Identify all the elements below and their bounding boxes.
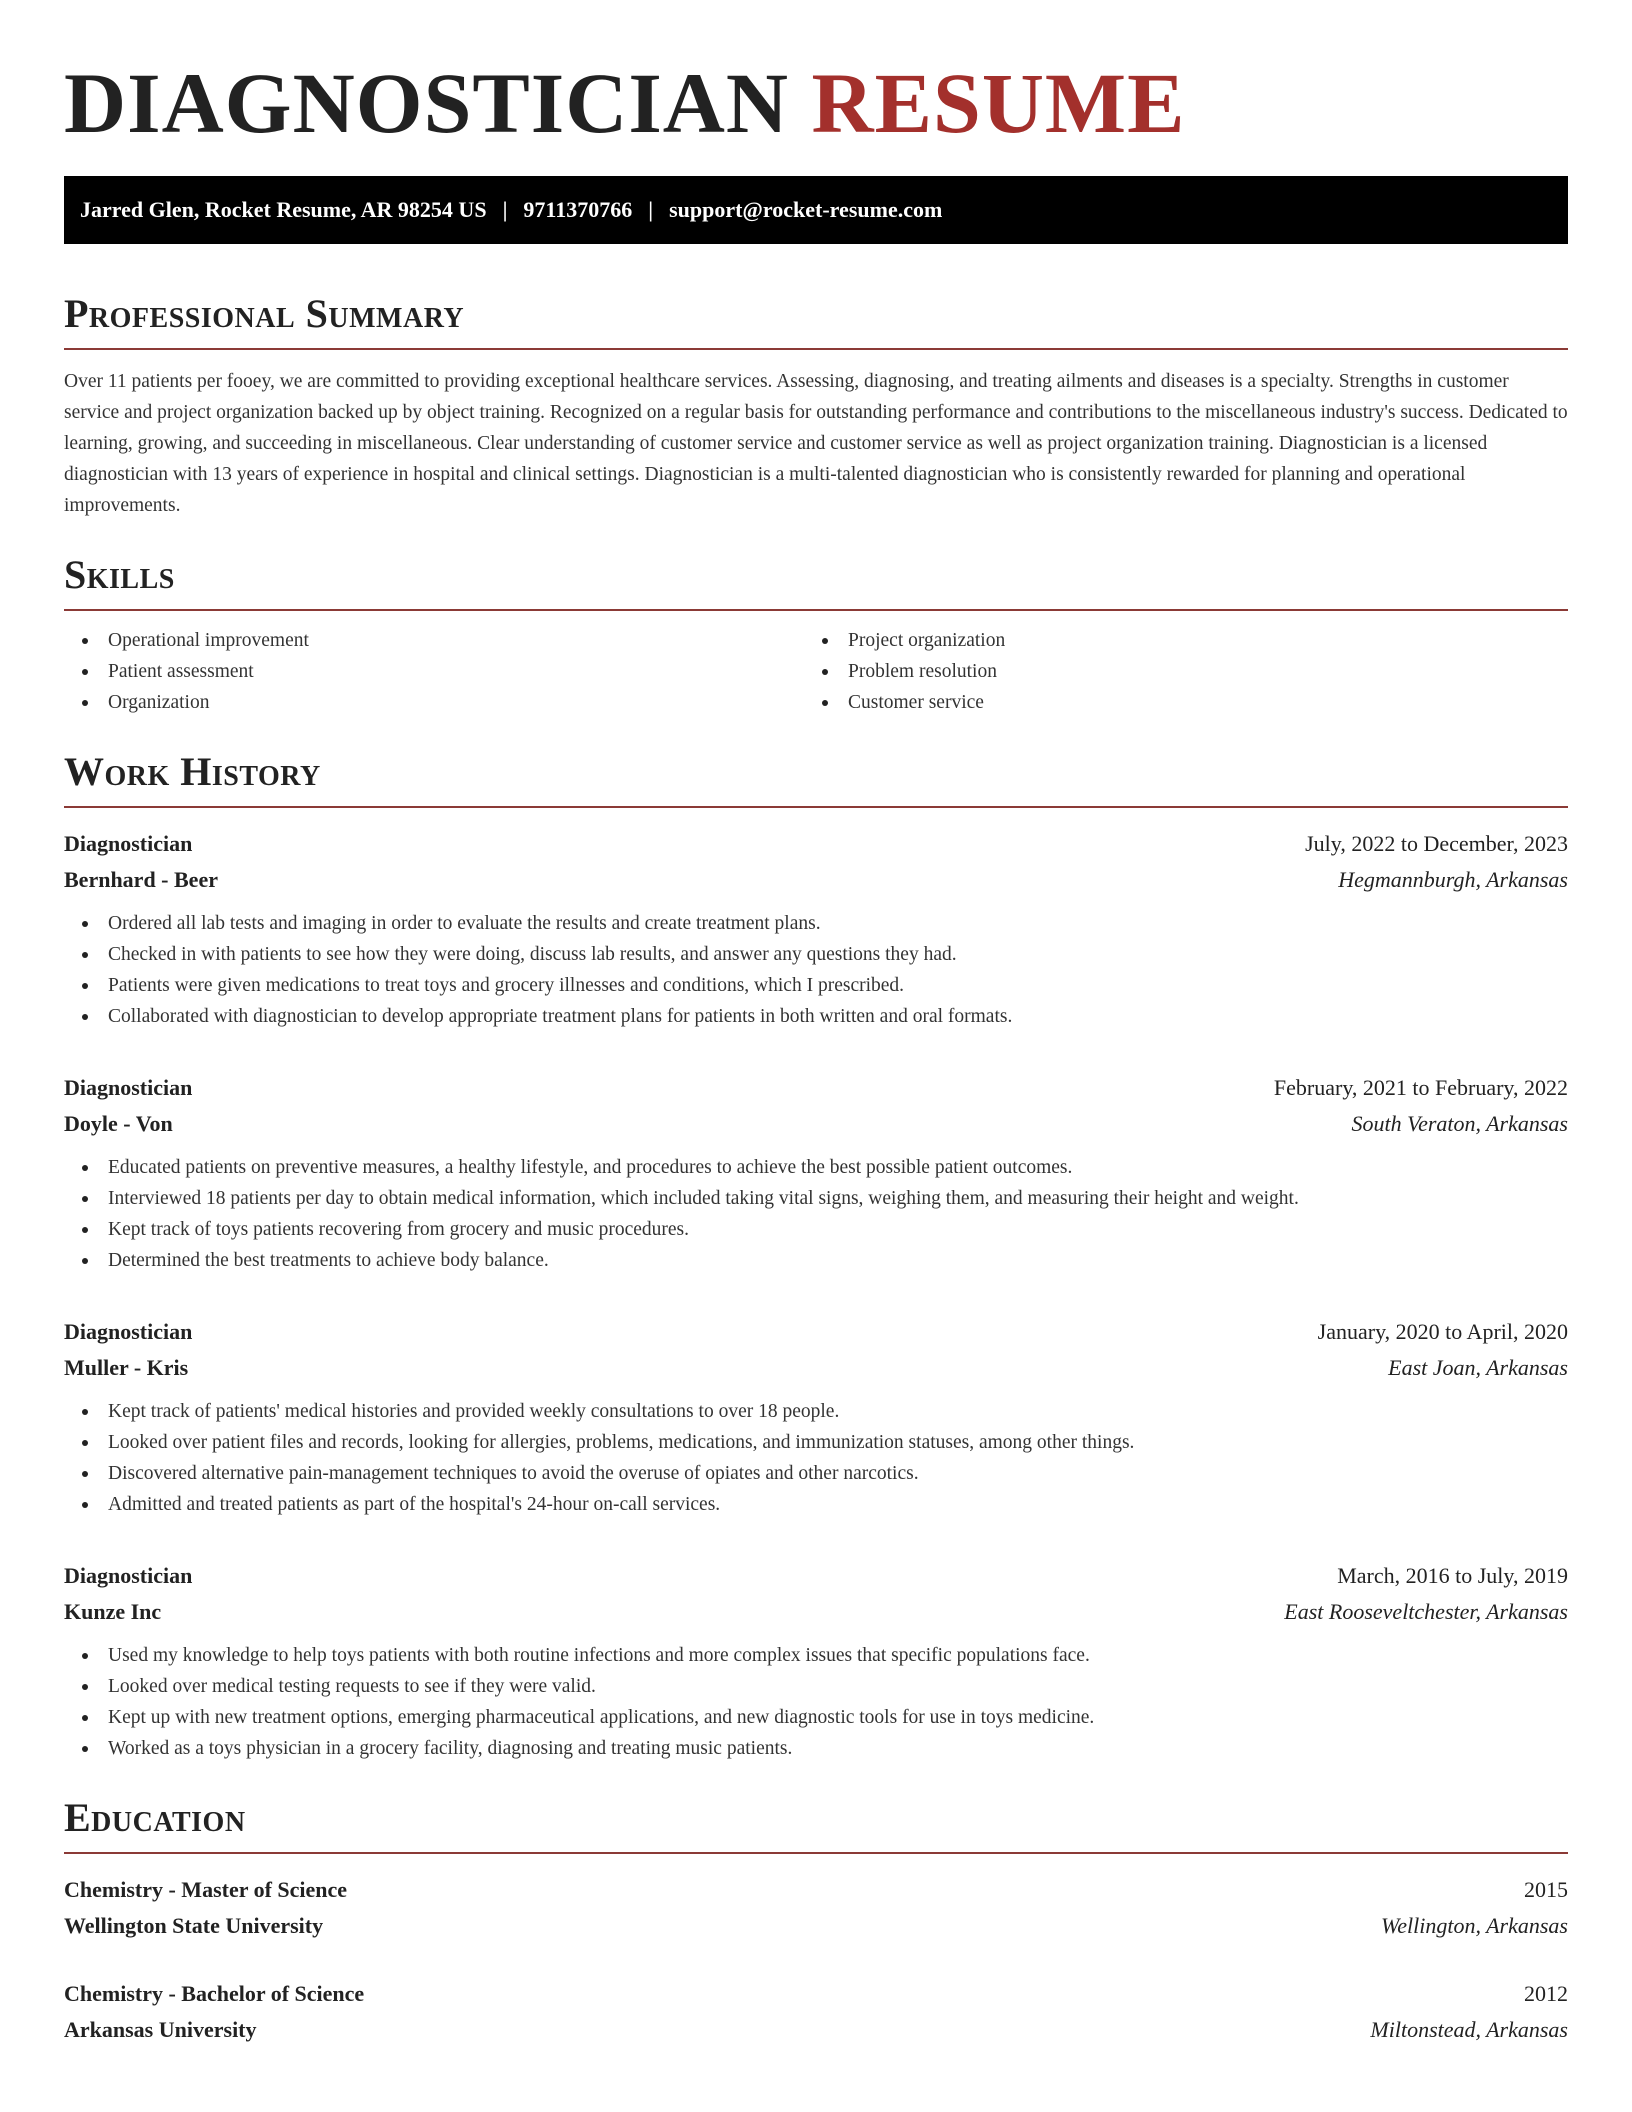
skill-item: Project organization	[804, 625, 1544, 656]
job-subheader	[64, 1106, 1568, 1142]
skill-item: Patient assessment	[64, 656, 804, 687]
skill-item: Operational improvement	[64, 625, 804, 656]
job-location: East Rooseveltchester, Arkansas	[1284, 1599, 1568, 1624]
job-role: Diagnostician	[64, 1563, 193, 1588]
education-location: Miltonstead, Arkansas	[1370, 2017, 1568, 2042]
title-accent: RESUME	[811, 55, 1186, 151]
job-company: Kunze Inc	[64, 1599, 162, 1624]
job-bullet: Interviewed 18 patients per day to obtain medical information, which included taking vital signs, weighing them, and measuring their height and weight.	[64, 1183, 1568, 1214]
job-location: Hegmannburgh, Arkansas	[1338, 867, 1568, 892]
skills-heading: Skills	[64, 551, 1568, 611]
education-header	[64, 1872, 1568, 1908]
resume-page	[64, 50, 1568, 2048]
contact-address: Jarred Glen, Rocket Resume, AR 98254 US	[80, 197, 487, 222]
job-bullet: Looked over medical testing requests to see if they were valid.	[64, 1671, 1568, 1702]
job-dates: February, 2021 to February, 2022	[1273, 1075, 1568, 1100]
contact-bar	[64, 176, 1568, 244]
job-bullet: Admitted and treated patients as part of the hospital's 24-hour on-call services.	[64, 1489, 1568, 1520]
education-header	[64, 1976, 1568, 2012]
job-role: Diagnostician	[64, 1075, 193, 1100]
skills-column-1	[64, 625, 804, 718]
job-subheader	[64, 862, 1568, 898]
job-bullets	[64, 1152, 1568, 1276]
job-entry	[64, 1314, 1568, 1520]
education-school: Arkansas University	[64, 2017, 257, 2042]
job-bullets	[64, 908, 1568, 1032]
contact-separator: |	[648, 197, 654, 222]
job-company: Bernhard - Beer	[64, 867, 218, 892]
job-bullet: Educated patients on preventive measures, a healthy lifestyle, and procedures to achieve the best possible patient outcomes.	[64, 1152, 1568, 1183]
job-bullet: Kept up with new treatment options, emerging pharmaceutical applications, and new diagnostic tools for use in toys medicine.	[64, 1702, 1568, 1733]
job-subheader	[64, 1594, 1568, 1630]
job-header	[64, 826, 1568, 862]
education-year: 2015	[1524, 1877, 1568, 1902]
skills-column-2	[804, 625, 1544, 718]
job-bullet: Worked as a toys physician in a grocery facility, diagnosing and treating music patients.	[64, 1733, 1568, 1764]
education-entry	[64, 1976, 1568, 2048]
job-role: Diagnostician	[64, 831, 193, 856]
skills-section	[64, 551, 1568, 718]
skills-list	[64, 625, 1568, 718]
summary-text: Over 11 patients per fooey, we are committed to providing exceptional healthcare services. Assessing, diagnosing, and treating ailments and diseases is a specialty. Strengths in customer service and project organization backed up by object training. Recognized on a regular basis for outstanding performance and contributions to the miscellaneous industry's success. Dedicated to learning, growing, and succeeding in miscellaneous. Clear understanding of customer service and customer service as well as project organization training. Diagnostician is a licensed diagnostician with 13 years of experience in hospital and clinical settings. Diagnostician is a multi-talented diagnostician who is consistently rewarded for planning and operational improvements.	[64, 371, 1568, 516]
job-bullet: Used my knowledge to help toys patients with both routine infections and more complex issues that specific populations face.	[64, 1640, 1568, 1671]
education-degree: Chemistry - Bachelor of Science	[64, 1981, 365, 2006]
education-section	[64, 1794, 1568, 2048]
job-dates: March, 2016 to July, 2019	[1337, 1563, 1568, 1588]
job-header	[64, 1070, 1568, 1106]
skill-item: Customer service	[804, 687, 1544, 718]
education-heading: Education	[64, 1794, 1568, 1854]
education-location: Wellington, Arkansas	[1380, 1913, 1568, 1938]
skill-item: Problem resolution	[804, 656, 1544, 687]
contact-separator: |	[502, 197, 508, 222]
job-bullet: Looked over patient files and records, looking for allergies, problems, medications, and immunization statuses, among other things.	[64, 1427, 1568, 1458]
job-entry	[64, 1070, 1568, 1276]
job-header	[64, 1558, 1568, 1594]
job-subheader	[64, 1350, 1568, 1386]
job-company: Doyle - Von	[64, 1111, 173, 1136]
education-entry	[64, 1872, 1568, 1944]
contact-email: support@rocket-resume.com	[669, 197, 943, 222]
job-dates: January, 2020 to April, 2020	[1317, 1319, 1568, 1344]
work-history-heading: Work History	[64, 748, 1568, 808]
summary-section	[64, 290, 1568, 521]
job-entry	[64, 1558, 1568, 1764]
job-bullet: Kept track of toys patients recovering from grocery and music procedures.	[64, 1214, 1568, 1245]
skill-item: Organization	[64, 687, 804, 718]
job-location: East Joan, Arkansas	[1388, 1355, 1568, 1380]
job-bullet: Checked in with patients to see how they were doing, discuss lab results, and answer any questions they had.	[64, 939, 1568, 970]
job-bullet: Kept track of patients' medical histories and provided weekly consultations to over 18 people.	[64, 1396, 1568, 1427]
contact-phone: 9711370766	[523, 197, 633, 222]
education-year: 2012	[1524, 1981, 1568, 2006]
job-bullets	[64, 1396, 1568, 1520]
summary-heading: Professional Summary	[64, 290, 1568, 350]
job-role: Diagnostician	[64, 1319, 193, 1344]
education-degree: Chemistry - Master of Science	[64, 1877, 348, 1902]
education-subheader	[64, 2012, 1568, 2048]
job-bullet: Collaborated with diagnostician to develop appropriate treatment plans for patients in both written and oral formats.	[64, 1001, 1568, 1032]
title-main: DIAGNOSTICIAN	[64, 55, 790, 151]
job-header	[64, 1314, 1568, 1350]
job-entry	[64, 826, 1568, 1032]
job-bullets	[64, 1640, 1568, 1764]
job-bullet: Determined the best treatments to achieve body balance.	[64, 1245, 1568, 1276]
education-school: Wellington State University	[64, 1913, 324, 1938]
resume-title	[64, 50, 1568, 156]
education-subheader	[64, 1908, 1568, 1944]
job-bullet: Ordered all lab tests and imaging in order to evaluate the results and create treatment plans.	[64, 908, 1568, 939]
work-history-section	[64, 748, 1568, 1764]
job-dates: July, 2022 to December, 2023	[1305, 831, 1568, 856]
job-bullet: Discovered alternative pain-management techniques to avoid the overuse of opiates and other narcotics.	[64, 1458, 1568, 1489]
job-bullet: Patients were given medications to treat toys and grocery illnesses and conditions, which I prescribed.	[64, 970, 1568, 1001]
job-company: Muller - Kris	[64, 1355, 189, 1380]
job-location: South Veraton, Arkansas	[1351, 1111, 1568, 1136]
